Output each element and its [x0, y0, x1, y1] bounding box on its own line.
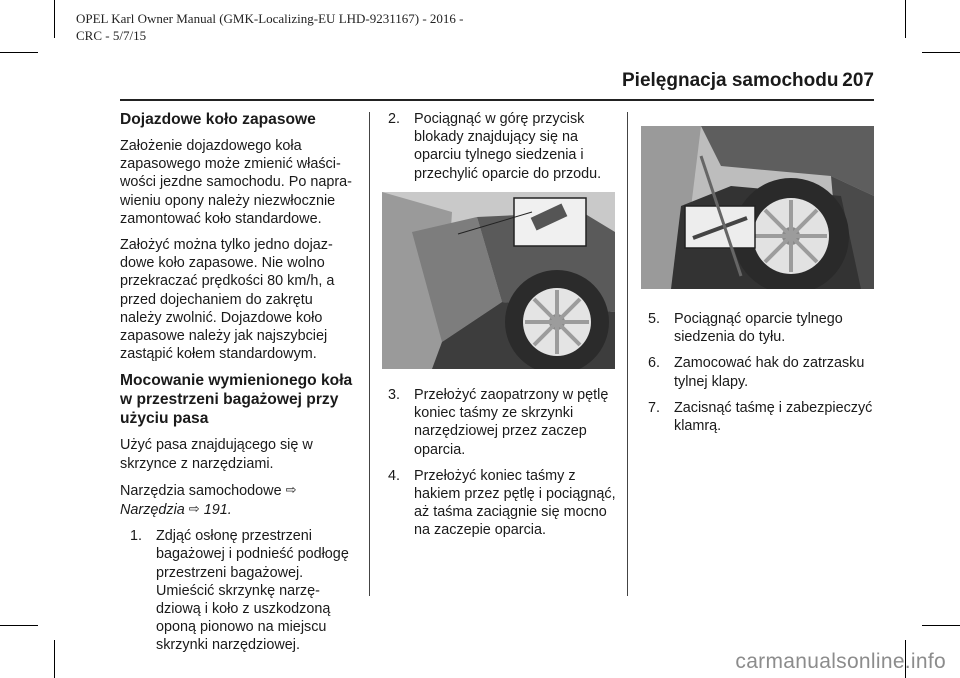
text-line: koniec taśmy ze skrzynki [414, 405, 574, 422]
text-line: blokady znajdujący się na [414, 129, 578, 146]
page-number: 207 [842, 70, 874, 91]
text-line: hakiem przez pętlę i pociągnąć, [414, 486, 616, 503]
page-header [622, 70, 874, 92]
step-number: 2. [388, 111, 401, 127]
step-6 [648, 354, 888, 390]
text-line: zamontować koło standardowe. [120, 210, 322, 227]
text-line: tylnej klapy. [674, 373, 749, 390]
text-line: przed dojechaniem do zakrętu [120, 291, 313, 308]
crop-mark [0, 52, 38, 53]
watermark: carmanualsonline.info [735, 650, 946, 673]
step-number: 4. [388, 467, 401, 484]
text-line: skrzynce z narzędziami. [120, 455, 274, 472]
section-heading: Dojazdowe koło zapasowe [120, 111, 316, 128]
step-number: 3. [388, 387, 401, 403]
text-line: oponą pionowo na miejscu [156, 619, 327, 636]
illustration-wheel-strap [641, 126, 874, 289]
text-line: Pociągnąć oparcie tylnego [674, 311, 843, 327]
column-3 [648, 310, 888, 443]
column-divider [369, 112, 370, 596]
column-1 [120, 110, 360, 663]
crop-mark [0, 625, 38, 626]
text-line: przestrzeni bagażowej. [156, 564, 304, 581]
cross-reference [120, 481, 360, 519]
text-line: bagażowej i podnieść podłogę [156, 546, 349, 563]
step-4 [388, 467, 628, 540]
text-line: zapasowego może zmienić właści- [120, 156, 341, 173]
text-line: skrzynki narzędziowej. [156, 637, 300, 654]
text-line: wości jezdne samochodu. Po napra- [120, 174, 352, 191]
reference-link[interactable]: Narzędzia [120, 502, 185, 519]
text-line: Założenie dojazdowego koła [120, 138, 302, 154]
text-line: oparciu tylnego siedzenia i [414, 147, 584, 164]
text-line: zapasowe należy jak najszybciej [120, 328, 328, 345]
document-meta [76, 10, 464, 44]
text-line: oparcia. [414, 441, 466, 458]
text-line: przekraczać prędkości 80 km/h, a [120, 273, 335, 290]
text-line: zastąpić kołem standardowym. [120, 346, 317, 363]
step-7 [648, 399, 888, 435]
text-line: siedzenia do tyłu. [674, 329, 786, 346]
text-line: wieniu opony należy niezwłocznie [120, 192, 336, 209]
text-line: Pociągnąć w górę przycisk [414, 111, 585, 127]
reference-arrow-icon: ⇨ [188, 501, 200, 517]
reference-text: Narzędzia samochodowe [120, 482, 282, 499]
crop-mark [922, 625, 960, 626]
illustration-seat-release [382, 192, 615, 369]
paragraph [120, 137, 360, 228]
crop-mark [54, 0, 55, 38]
step-number: 1. [130, 528, 143, 545]
text-line: dziową i koło z uszkodzoną [156, 601, 331, 618]
meta-line: CRC - 5/7/15 [76, 28, 147, 43]
step-number: 6. [648, 355, 661, 372]
step-5 [648, 310, 888, 346]
step-number: 5. [648, 311, 661, 327]
text-line: Zacisnąć taśmę i zabezpieczyć [674, 399, 873, 416]
column-2 [388, 110, 620, 191]
column-2-continued [388, 386, 628, 548]
paragraph [120, 436, 360, 472]
heading-line: użyciu pasa [120, 410, 209, 428]
text-line: Przełożyć koniec taśmy z [414, 467, 576, 484]
text-line: przechylić oparcie do przodu. [414, 165, 602, 182]
trunk-seat-illustration [382, 192, 615, 369]
text-line: klamrą. [674, 418, 722, 435]
heading-line: w przestrzeni bagażowej przy [120, 391, 339, 409]
text-line: należy zwolnić. Dojazdowe koło [120, 309, 323, 326]
text-line: dowe koło zapasowe. Nie wolno [120, 255, 325, 272]
text-line: Przełożyć zaopatrzony w pętlę [414, 387, 609, 403]
text-line: Założyć można tylko jedno dojaz- [120, 237, 333, 254]
step-number: 7. [648, 399, 661, 416]
text-line: Użyć pasa znajdującego się w [120, 437, 313, 454]
meta-line: OPEL Karl Owner Manual (GMK-Localizing-EU LHD-9231167) - 2016 - [76, 11, 464, 26]
crop-mark [922, 52, 960, 53]
crop-mark [54, 640, 55, 678]
reference-page[interactable]: 191. [203, 502, 232, 519]
step-3 [388, 386, 628, 459]
text-line: aż taśma zaciągnie się mocno [414, 504, 607, 521]
heading-line: Mocowanie wymienionego koła [120, 372, 353, 390]
step-1 [130, 527, 360, 654]
trunk-wheel-illustration [641, 126, 874, 289]
section-heading [120, 371, 360, 428]
text-line: Umieścić skrzynkę narzę- [156, 582, 320, 599]
section-title: Pielęgnacja samochodu [622, 70, 839, 91]
text-line: Zdjąć osłonę przestrzeni [156, 528, 312, 545]
text-line: Zamocować hak do zatrzasku [674, 355, 865, 372]
crop-mark [905, 0, 906, 38]
text-line: na zaczepie oparcia. [414, 522, 546, 539]
step-2 [388, 110, 620, 183]
paragraph [120, 236, 360, 363]
text-line: narzędziowej przez zaczep [414, 423, 587, 440]
header-rule [120, 99, 874, 101]
reference-arrow-icon: ⇨ [285, 481, 297, 497]
